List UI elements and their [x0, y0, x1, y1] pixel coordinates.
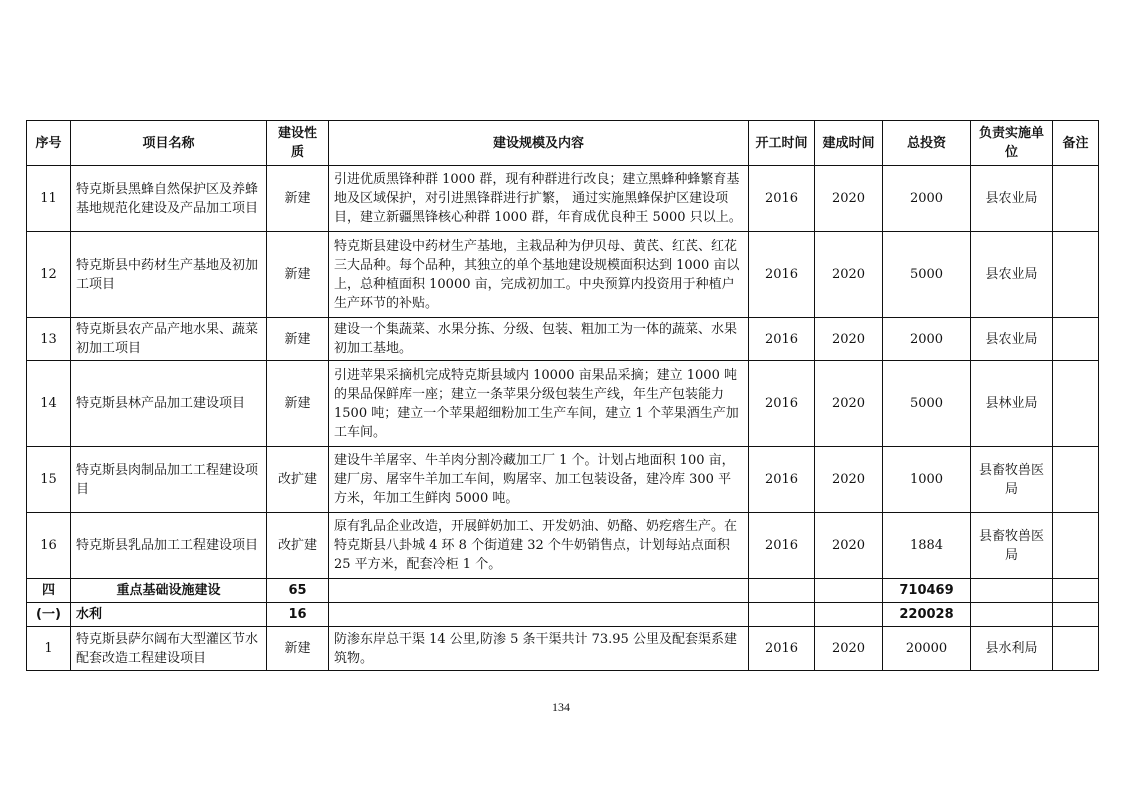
row-end: 2020 [815, 513, 883, 579]
section-invest: 710469 [883, 579, 971, 603]
row-name: 特克斯县农产品产地水果、蔬菜初加工项目 [71, 318, 267, 361]
row-unit: 县农业局 [971, 232, 1053, 318]
row-unit: 县农业局 [971, 166, 1053, 232]
row-nature: 新建 [267, 627, 329, 671]
row-invest: 1884 [883, 513, 971, 579]
row-start: 2016 [749, 361, 815, 447]
row-start: 2016 [749, 447, 815, 513]
row-end: 2020 [815, 232, 883, 318]
row-scale: 建设一个集蔬菜、水果分拣、分级、包装、粗加工为一体的蔬菜、水果初加工基地。 [329, 318, 749, 361]
row-no: 1 [27, 627, 71, 671]
row-end: 2020 [815, 318, 883, 361]
row-scale: 原有乳品企业改造，开展鲜奶加工、开发奶油、奶酪、奶疙瘩生产。在特克斯县八卦城 4 环 8 个街道建 32 个牛奶销售点，计划每站点面积 25 平方米，配套冷柜 1 个。 [329, 513, 749, 579]
section-start [749, 579, 815, 603]
row-no: 16 [27, 513, 71, 579]
row-nature: 新建 [267, 361, 329, 447]
row-invest: 1000 [883, 447, 971, 513]
table-row [27, 361, 1099, 447]
row-scale: 引进优质黑锋种群 1000 群，现有种群进行改良；建立黑蜂种蜂繁育基地及区域保护，对引进黑锋群进行扩繁， 通过实施黑蜂保护区建设项目，建立新疆黑锋核心种群 1000 群，年育成优良种王 5000 只以上。 [329, 166, 749, 232]
subsection-note [1053, 603, 1099, 627]
section-end [815, 579, 883, 603]
row-nature: 新建 [267, 232, 329, 318]
table-row [27, 166, 1099, 232]
table-row [27, 318, 1099, 361]
row-nature: 新建 [267, 166, 329, 232]
section-scale [329, 579, 749, 603]
header-unit: 负责实施单位 [971, 121, 1053, 166]
header-start: 开工时间 [749, 121, 815, 166]
row-start: 2016 [749, 513, 815, 579]
header-scale: 建设规模及内容 [329, 121, 749, 166]
row-start: 2016 [749, 232, 815, 318]
subsection-unit [971, 603, 1053, 627]
row-invest: 5000 [883, 232, 971, 318]
header-no: 序号 [27, 121, 71, 166]
header-row [27, 121, 1099, 166]
section-no: 四 [27, 579, 71, 603]
header-invest: 总投资 [883, 121, 971, 166]
row-invest: 5000 [883, 361, 971, 447]
header-note: 备注 [1053, 121, 1099, 166]
row-name: 特克斯县黑蜂自然保护区及养蜂基地规范化建设及产品加工项目 [71, 166, 267, 232]
subsection-name: 水利 [71, 603, 267, 627]
section-note [1053, 579, 1099, 603]
row-name: 特克斯县肉制品加工工程建设项目 [71, 447, 267, 513]
subsection-count: 16 [267, 603, 329, 627]
row-note [1053, 232, 1099, 318]
row-name: 特克斯县中药材生产基地及初加工项目 [71, 232, 267, 318]
section-unit [971, 579, 1053, 603]
row-note [1053, 447, 1099, 513]
row-start: 2016 [749, 627, 815, 671]
subsection-scale [329, 603, 749, 627]
row-note [1053, 513, 1099, 579]
row-scale: 引进苹果采摘机完成特克斯县域内 10000 亩果品采摘；建立 1000 吨的果品保鲜库一座；建立一条苹果分级包装生产线，年生产包装能力 1500 吨；建立一个苹果超细粉加工生产车间，建立 1 个苹果酒生产加工车间。 [329, 361, 749, 447]
row-start: 2016 [749, 166, 815, 232]
table-row [27, 627, 1099, 671]
row-name: 特克斯县乳品加工工程建设项目 [71, 513, 267, 579]
row-end: 2020 [815, 166, 883, 232]
row-invest: 20000 [883, 627, 971, 671]
table-row [27, 513, 1099, 579]
section-row [27, 579, 1099, 603]
header-name: 项目名称 [71, 121, 267, 166]
subsection-invest: 220028 [883, 603, 971, 627]
section-name: 重点基础设施建设 [71, 579, 267, 603]
row-no: 15 [27, 447, 71, 513]
row-no: 11 [27, 166, 71, 232]
page-number: 134 [552, 700, 570, 714]
row-scale: 特克斯县建设中药材生产基地，主栽品种为伊贝母、黄芪、红芪、红花三大品种。每个品种，其独立的单个基地建设规模面积达到 1000 亩以上，总种植面积 10000 亩，完成初加工。中央预算内投资用于种植户生产环节的补贴。 [329, 232, 749, 318]
row-note [1053, 166, 1099, 232]
row-name: 特克斯县林产品加工建设项目 [71, 361, 267, 447]
table-row [27, 447, 1099, 513]
subsection-start [749, 603, 815, 627]
header-end: 建成时间 [815, 121, 883, 166]
row-unit: 县畜牧兽医局 [971, 447, 1053, 513]
row-nature: 改扩建 [267, 447, 329, 513]
row-end: 2020 [815, 361, 883, 447]
row-name: 特克斯县萨尔阔布大型灌区节水配套改造工程建设项目 [71, 627, 267, 671]
row-unit: 县水利局 [971, 627, 1053, 671]
row-start: 2016 [749, 318, 815, 361]
row-note [1053, 627, 1099, 671]
row-no: 14 [27, 361, 71, 447]
row-no: 12 [27, 232, 71, 318]
row-note [1053, 318, 1099, 361]
row-scale: 防渗东岸总干渠 14 公里,防渗 5 条干渠共计 73.95 公里及配套渠系建筑物。 [329, 627, 749, 671]
row-end: 2020 [815, 627, 883, 671]
table-row [27, 232, 1099, 318]
row-unit: 县林业局 [971, 361, 1053, 447]
row-nature: 改扩建 [267, 513, 329, 579]
row-invest: 2000 [883, 318, 971, 361]
subsection-row [27, 603, 1099, 627]
row-no: 13 [27, 318, 71, 361]
row-invest: 2000 [883, 166, 971, 232]
section-count: 65 [267, 579, 329, 603]
header-nature: 建设性质 [267, 121, 329, 166]
row-unit: 县农业局 [971, 318, 1053, 361]
row-nature: 新建 [267, 318, 329, 361]
subsection-no: (一) [27, 603, 71, 627]
row-unit: 县畜牧兽医局 [971, 513, 1053, 579]
project-table [26, 120, 1099, 671]
row-note [1053, 361, 1099, 447]
row-scale: 建设牛羊屠宰、牛羊肉分割冷藏加工厂 1 个。计划占地面积 100 亩，建厂房、屠宰牛羊加工车间，购屠宰、加工包装设备，建冷库 300 平方米，年加工生鲜肉 5000 吨。 [329, 447, 749, 513]
row-end: 2020 [815, 447, 883, 513]
subsection-end [815, 603, 883, 627]
